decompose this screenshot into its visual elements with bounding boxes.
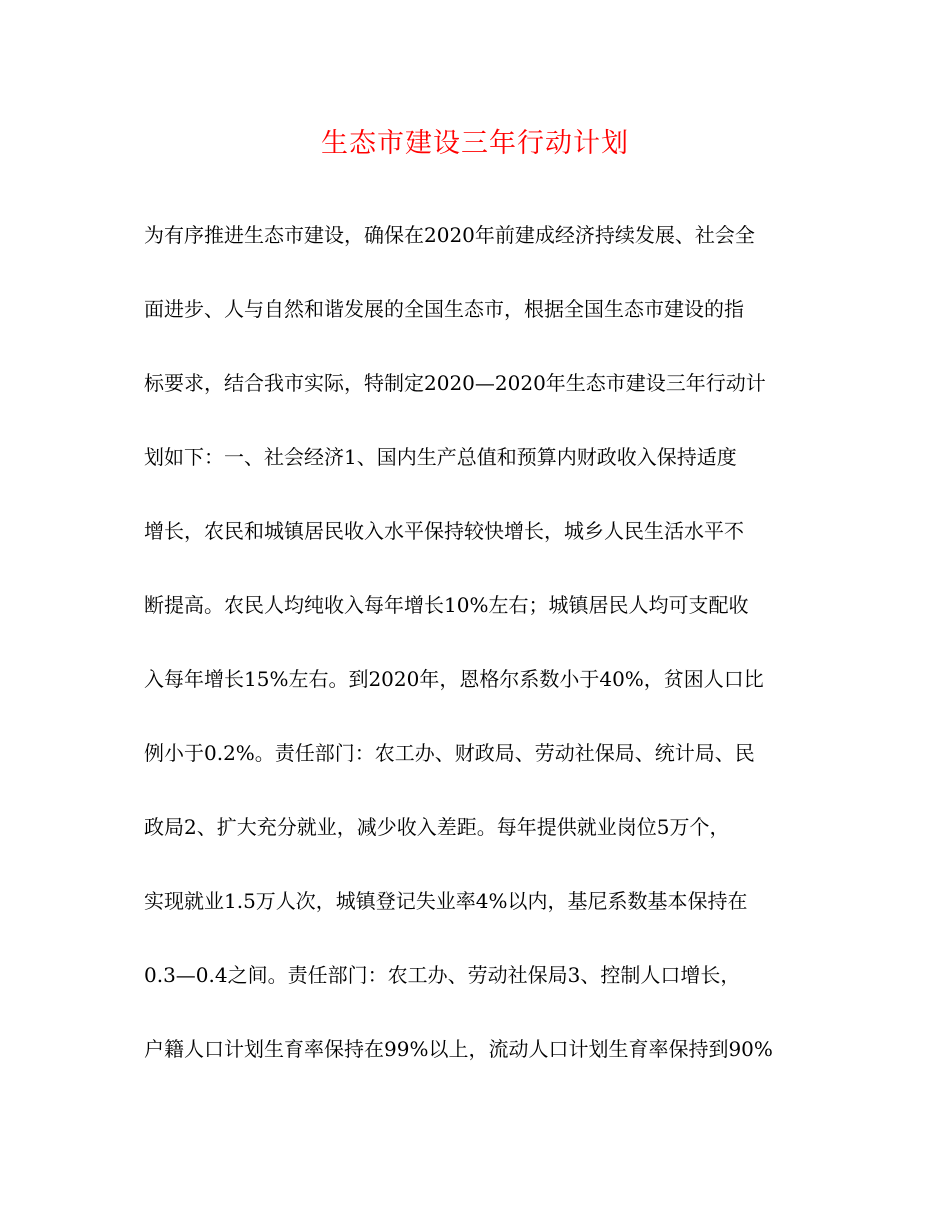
- document-title: 生态市建设三年行动计划: [321, 128, 629, 159]
- body-line: 0.3—0.4之间。责任部门：农工办、劳动社保局3、控制人口增长，: [144, 963, 741, 987]
- body-line: 实现就业1.5万人次，城镇登记失业率4%以内，基尼系数基本保持在: [144, 889, 748, 913]
- body-line: 政局2、扩大充分就业，减少收入差距。每年提供就业岗位5万个，: [144, 815, 730, 839]
- body-line: 标要求，结合我市实际，特制定2020—2020年生态市建设三年行动计: [144, 371, 766, 395]
- body-line: 断提高。农民人均纯收入每年增长10%左右；城镇居民人均可支配收: [144, 593, 749, 617]
- body-line: 为有序推进生态市建设，确保在2020年前建成经济持续发展、社会全: [144, 223, 755, 247]
- body-line: 入每年增长15%左右。到2020年，恩格尔系数小于40%，贫困人口比: [144, 667, 764, 691]
- body-line: 面进步、人与自然和谐发展的全国生态市，根据全国生态市建设的指: [144, 297, 744, 321]
- document-body: [144, 198, 824, 1086]
- body-line: 增长，农民和城镇居民收入水平保持较快增长，城乡人民生活水平不: [144, 519, 744, 543]
- body-line: 划如下：一、社会经济1、国内生产总值和预算内财政收入保持适度: [144, 445, 737, 469]
- body-line: 户籍人口计划生育率保持在99%以上，流动人口计划生育率保持到90%: [144, 1037, 773, 1061]
- body-line: 例小于0.2%。责任部门：农工办、财政局、劳动社保局、统计局、民: [144, 741, 755, 765]
